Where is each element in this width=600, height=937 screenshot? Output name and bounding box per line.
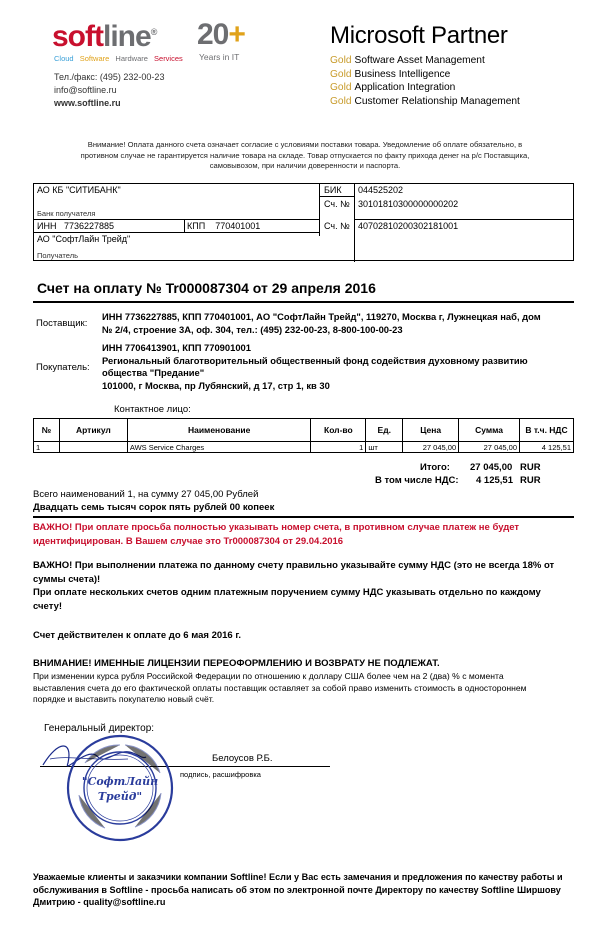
col-sum: Сумма: [459, 419, 520, 442]
recipient-label: Получатель: [37, 251, 78, 260]
competency-item: Gold Application Integration: [330, 82, 456, 94]
vat-currency: RUR: [520, 475, 541, 486]
buyer-details: ИНН 7706413901, КПП 770901001 Региональный благотворительный общественный фонд содействия духовному развитию общества "Предание" 101000, г Москва, пр Лубянский, д 17, стр 1, кв 30: [102, 342, 528, 391]
svg-text:Трейд": Трейд": [97, 790, 143, 803]
vat-value: 4 125,51: [476, 475, 513, 486]
recipient-name: АО "СофтЛайн Трейд": [37, 234, 131, 244]
col-price: Цена: [403, 419, 459, 442]
licenses-heading: ВНИМАНИЕ! ИМЕННЫЕ ЛИЦЕНЗИИ ПЕРЕОФОРМЛЕНИЮ И ВОЗВРАТУ НЕ ПОДЛЕЖАТ.: [33, 658, 440, 669]
phone: Тел./факс: (495) 232-00-23: [54, 72, 165, 82]
account-label: Сч. №: [324, 221, 350, 231]
corr-account-value: 30101810300000000202: [358, 199, 459, 209]
corr-account-label: Сч. №: [324, 199, 350, 209]
account-value: 40702810200302181001: [358, 221, 459, 231]
bik-value: 044525202: [358, 185, 404, 195]
company-stamp: [65, 733, 175, 843]
anniversary-caption: Years in IT: [199, 52, 240, 62]
partner-title: Microsoft Partner: [330, 22, 508, 49]
bank-name: АО КБ "СИТИБАНК": [37, 185, 121, 195]
supplier-details: ИНН 7736227885, КПП 770401001, АО "СофтЛайн Трейд", 119270, Москва г, Лужнецкая наб, дом № 2/4, строение 3А, оф. 304, тел.: (495) 232-00-23, 8-800-100-00-23: [102, 311, 541, 335]
competency-item: Gold Software Asset Management: [330, 55, 485, 66]
inn-row: ИНН 7736227885: [37, 221, 115, 231]
col-article: Артикул: [59, 419, 127, 442]
invoice-number-warning: ВАЖНО! При оплате просьба полностью указывать номер счета, в противном случае платеж не будет идентифицирован. В Вашем случае это Tr000087304 от 29.04.2016: [33, 522, 520, 547]
item-count-line: Всего наименований 1, на сумму 27 045,00 Рублей: [33, 489, 259, 500]
kpp-row: КПП 770401001: [187, 221, 261, 231]
col-name: Наименование: [127, 419, 311, 442]
signatory-name: Белоусов Р.Б.: [212, 753, 273, 764]
competency-item: Gold Business Intelligence: [330, 68, 451, 80]
quality-footer: Уважаемые клиенты и заказчики компании Softline! Если у Вас есть замечания и предложения по качеству работы и обслуживания в Softline - просьба написать об этом по электронной почте Директору по качеству Softline Ширшову Дмитрию - quality@softline.ru: [33, 872, 563, 907]
signatory-role: Генеральный директор:: [44, 723, 155, 734]
col-number: №: [34, 419, 60, 442]
col-qty: Кол-во: [311, 419, 366, 442]
invoice-title: Счет на оплату № Tr000087304 от 29 апреля 2016: [37, 280, 376, 296]
svg-text:"СофтЛайн: "СофтЛайн: [81, 775, 159, 788]
anniversary-logo: 20+: [197, 18, 245, 51]
bik-label: БИК: [324, 185, 342, 195]
col-unit: Ед.: [366, 419, 403, 442]
website: www.softline.ru: [54, 98, 121, 108]
competency-list: [330, 54, 520, 108]
signature-caption: подпись, расшифровка: [180, 770, 261, 779]
total-currency: RUR: [520, 462, 541, 473]
contact-label: Контактное лицо:: [114, 404, 191, 415]
logo-tagline: Cloud Software Hardware Services: [54, 54, 183, 63]
validity-note: Счет действителен к оплате до 6 мая 2016 г.: [33, 630, 241, 641]
col-vat: В т.ч. НДС: [520, 419, 574, 442]
total-label: Итого:: [420, 462, 450, 473]
competency-item: Gold Customer Relationship Management: [330, 95, 520, 107]
exchange-rate-note: При изменении курса рубля Российской Федерации по отношению к доллару США более чем на 2 (два) % с момента выставления счета до его фактической оплаты поставщик оставляет за собой право изменить стоимость в одностороннем порядке и выставить покупателю новый счёт.: [33, 671, 527, 704]
table-header-row: [34, 419, 574, 442]
total-value: 27 045,00: [470, 462, 513, 473]
company-contacts: [54, 71, 164, 110]
vat-warning: ВАЖНО! При выполнении платежа по данному счету правильно указывайте сумму НДС (это не всегда 18% от суммы счета)! При оплате нескольких счетов одним платежным поручением сумму НДС указывать отдельно по каждому счету!: [33, 560, 555, 612]
bank-details: [33, 183, 574, 261]
softline-logo: softline®: [52, 20, 157, 53]
bank-label: Банк получателя: [37, 209, 96, 218]
email: info@softline.ru: [54, 85, 117, 95]
amount-in-words: Двадцать семь тысяч сорок пять рублей 00 копеек: [33, 502, 275, 513]
buyer-label: Покупатель:: [36, 362, 90, 373]
goods-table: [33, 418, 574, 453]
table-row: 1 AWS Service Charges 1 шт 27 045,00 27 045,00 4 125,51: [34, 442, 574, 453]
vat-label: В том числе НДС:: [375, 475, 459, 486]
payment-notice: Внимание! Оплата данного счета означает согласие с условиями поставки товара. Уведомление об оплате обязательно, в противном случае не гарантируется наличие товара на складе. Товар отпускается по факту прихода денег на р/с Поставщика, самовывозом, при наличии доверенности и паспорта.: [80, 140, 530, 170]
supplier-label: Поставщик:: [36, 318, 88, 329]
